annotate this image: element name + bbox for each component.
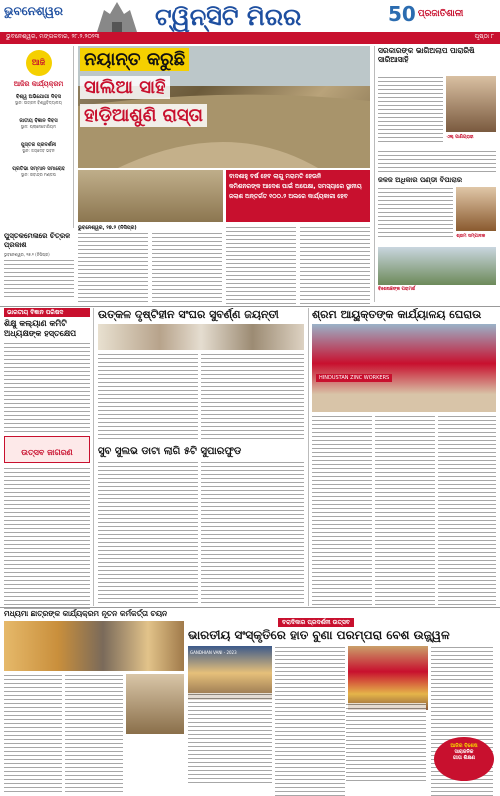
mid-center-photo — [98, 324, 304, 350]
bottom-left-headline: ମଧ୍ୟମା ଛାତ୍ରଙ୍କ କାର୍ଯ୍ୟକ୍ରମ ନୂତନ କର୍ମକର୍ତ୍ତା ଚୟନ — [4, 609, 168, 618]
lead-headline-2 — [80, 76, 170, 99]
sidebar-item — [4, 166, 73, 182]
sidebar-item-title: ବିଶ୍ୱ ଅଭିଯୋଗୀ ଦିବସ — [16, 94, 61, 100]
sidebar-item-sub: ସ୍ଥାନ: ପ୍ଲାନେଟୋରିୟମ — [20, 124, 57, 129]
sidebar-item-title: ପୁସ୍ତକ ପ୍ରଦର୍ଶନୀ — [20, 142, 57, 148]
mid-center-story — [98, 308, 304, 606]
left-story — [4, 232, 74, 302]
bottom-body-4 — [346, 703, 426, 783]
sidebar-item-title: ଜାତୀୟ ବିଜ୍ଞାନ ଦିବସ — [19, 118, 58, 124]
sidebar-item-sub: ସ୍ଥାନ: ଜୟଦେବ ଭବନ — [22, 148, 55, 153]
dateline: ଭୁବନେଶ୍ୱର, ମଙ୍ଗଳବାର, ୨୮.୨.୨୦୨୩ — [6, 33, 100, 40]
anniversary-number: 50 — [388, 2, 416, 26]
mid-left-inset — [4, 436, 90, 463]
bottom-photo-1 — [188, 646, 272, 700]
lead-subhead-box — [226, 170, 370, 222]
right-top-portrait — [446, 76, 496, 140]
lead-subhead-1: ବାଦଶାହୁ ବର୍ଷ ହେବ ଲାଗୁ ମରାମତି ହେଉନି — [229, 173, 322, 180]
right-top-story — [374, 46, 496, 302]
mid-right-body-3 — [438, 415, 496, 605]
mid-center-body-1 — [98, 353, 198, 441]
lead-headline-3-text: ହାଡ଼ିଆଶୁଣି ରାସ୍ତା — [84, 105, 203, 126]
anniversary-logo — [388, 2, 463, 26]
section-label: ଭାରତୀୟ ବିଜ୍ଞାନ ପରିଷଦ — [4, 308, 90, 317]
lead-body-col-3 — [226, 226, 296, 304]
inset-line-1: ଆଜିର ବିଶେଷ — [450, 743, 478, 749]
sidebar — [4, 46, 74, 228]
left-story-dateline: ଭୁବନେଶ୍ୱର, ୨୭.୨ (ନିସିପ୍ର) — [4, 252, 50, 257]
lead-subhead-3: ଜଲାଶ ଅନ୍ତର୍ଗତ ୧୦୦.୨ ଅଲରେ କାର୍ଯ୍ୟକାରୀ ହେବ — [229, 193, 348, 200]
mid-right-body-1 — [312, 415, 372, 605]
bottom-inset — [434, 737, 494, 781]
lead-story — [78, 46, 370, 306]
mid-center-headline: ଉତ୍କଳ ଦୃଷ୍ଟିହୀନ ସଂଘର ସୁବର୍ଣ୍ଣ ଜୟନ୍ତୀ — [98, 308, 279, 321]
lead-body-col-1 — [78, 232, 148, 304]
bottom-left-photo — [4, 621, 184, 671]
mid-left-body-1 — [4, 342, 90, 432]
bottom-left-photo-2 — [126, 674, 184, 734]
masthead — [0, 0, 500, 44]
right-top-body-2 — [378, 150, 496, 172]
sidebar-item — [4, 118, 73, 134]
edition-logo — [4, 4, 74, 30]
bottom-headline: ଭାରତୀୟ ସଂସ୍କୃତିରେ ହାତ ବୁଣା ପରମ୍ପରା ବେଶ ଉଜ୍ଜ୍ୱଳ — [188, 628, 450, 642]
date-strip — [0, 32, 500, 42]
right-top-body — [378, 76, 443, 144]
lead-headline-3 — [80, 104, 207, 127]
sidebar-item-title: ପ୍ରତିଭା ସମ୍ମାନ ସମାରୋହ — [12, 166, 65, 172]
sidebar-item-sub: ସ୍ଥାନ: ରବୀନ୍ଦ୍ର ମଣ୍ଡପ — [21, 172, 56, 177]
today-badge — [26, 50, 52, 76]
lead-subhead-2: କମିଶନରଙ୍କ ଆଦେଶ ପାଇଁ ଅପେକ୍ଷା, ସମସ୍ୟାରେ ସ୍ଥାନୀୟ — [229, 183, 362, 190]
mid-left-story — [4, 308, 94, 606]
mid-left-body-2 — [4, 467, 90, 611]
left-story-headline: ପୁସ୍ତକମେଳାରେ ଚିତ୍ରଳ ପ୍ରକାଶ — [4, 232, 71, 249]
edition-name: ଭୁବନେଶ୍ୱର — [4, 4, 63, 18]
bottom-body-1 — [275, 646, 345, 796]
page-number: ପୃଷ୍ଠା ୮ — [474, 33, 494, 40]
mid-left-headline: ଶିକ୍ଷୁ କଲ୍ୟାଣ କମିଟି ଅଧ୍ୟକ୍ଷଙ୍କ ହସ୍ତକ୍ଷେପ — [4, 319, 77, 338]
portrait-2-caption: ଶ୍ରମ ସମ୍ପାଦକ — [456, 234, 486, 239]
bottom-left-body-2 — [65, 674, 123, 792]
right-top-headline: ସରକାରଙ୍କ ଭାଗିଅଲାପ ପାରାରିଷି ସାରିଆସାହି — [378, 46, 475, 64]
left-story-body — [4, 259, 74, 299]
masthead-title: ଟ୍ୱିନ୍‌ସିଟି ମିରର — [155, 2, 302, 31]
right-top-photo — [378, 247, 496, 285]
right-top-body-3 — [378, 187, 453, 239]
lead-body-col-2 — [152, 232, 222, 304]
bottom-body-3 — [188, 693, 272, 783]
inset-line-3: ଗୀତା ଶିକ୍ଷଣ — [452, 755, 476, 761]
sidebar-heading: ଆଜିର କାର୍ଯ୍ୟକ୍ରମ — [13, 80, 64, 88]
sidebar-item — [4, 142, 73, 158]
right-top-caption-3: ବିଶେଷଜ୍ଞଙ୍କ ପରାମର୍ଶ — [378, 287, 416, 292]
temple-illustration — [92, 2, 142, 32]
mid-center-body-2 — [201, 353, 304, 441]
protest-banner: HINDUSTAN ZINC WORKERS — [316, 374, 392, 382]
sidebar-item — [4, 94, 73, 110]
right-top-portrait-2 — [456, 187, 496, 239]
mid-right-story — [308, 308, 496, 606]
lead-headline-1 — [80, 48, 189, 71]
lead-headline-1-text: ନୟାନ୍ତ କରୁଛି — [84, 49, 186, 70]
right-top-headline-2: ଜଳଜ ଅଧିକାର ପଣ୍ଡୀ ବିପାରାର — [378, 176, 463, 184]
mid-right-body-2 — [375, 415, 435, 605]
lead-body-col-4 — [300, 226, 370, 304]
bottom-left-body-1 — [4, 674, 62, 792]
mid-left-inset-text: ଉତ୍ସବ ଜାଗରଣ — [21, 448, 73, 457]
lead-dateline: ଭୁବନେଶ୍ୱର, ୨୭.୨ (ନିସିପ୍ର) — [78, 225, 137, 231]
bottom-left-story — [4, 609, 184, 785]
mid-center-headline-2: ସୁବ ସୁଲଭ ଡାଟା ଲାଗି ୫ଟି ସୁପାରଫୁଡ — [98, 446, 242, 457]
bottom-banner: GANDHIAN VANI - 2023 — [190, 650, 237, 655]
brand-name: ପ୍ରଜାତିଶାଳୀ — [417, 9, 464, 19]
divider — [0, 306, 500, 307]
portrait-caption: ଏଲ୍ ପାଣିଗ୍ରାହୀ — [446, 135, 474, 140]
divider-2 — [0, 607, 500, 608]
lead-headline-2-text: ସାଲିଆ ସାହି — [84, 77, 166, 98]
today-badge-label: ଆଜି — [31, 58, 46, 67]
mid-center-body-4 — [201, 461, 304, 603]
mid-right-headline: ଶ୍ରମ ଆୟୁକ୍ତଙ୍କ କାର୍ଯ୍ୟାଳୟ ଘେରାଉ — [312, 308, 482, 321]
lead-photo-2 — [78, 170, 223, 222]
mid-right-photo-1 — [312, 324, 496, 412]
sidebar-item-sub: ସ୍ଥାନ: ଉତ୍କଳ ବିଶ୍ୱବିଦ୍ୟାଳୟ — [15, 100, 62, 105]
mid-center-body-3 — [98, 461, 198, 603]
inset-line-2: ସାରାଜନିକ — [454, 749, 474, 755]
bottom-main-story — [188, 609, 496, 785]
bottom-photo-2 — [348, 646, 428, 710]
bottom-kicker: ବରାଦିକାର ପ୍ରଦର୍ଶନୀ ଉତ୍ସବ — [278, 618, 354, 627]
